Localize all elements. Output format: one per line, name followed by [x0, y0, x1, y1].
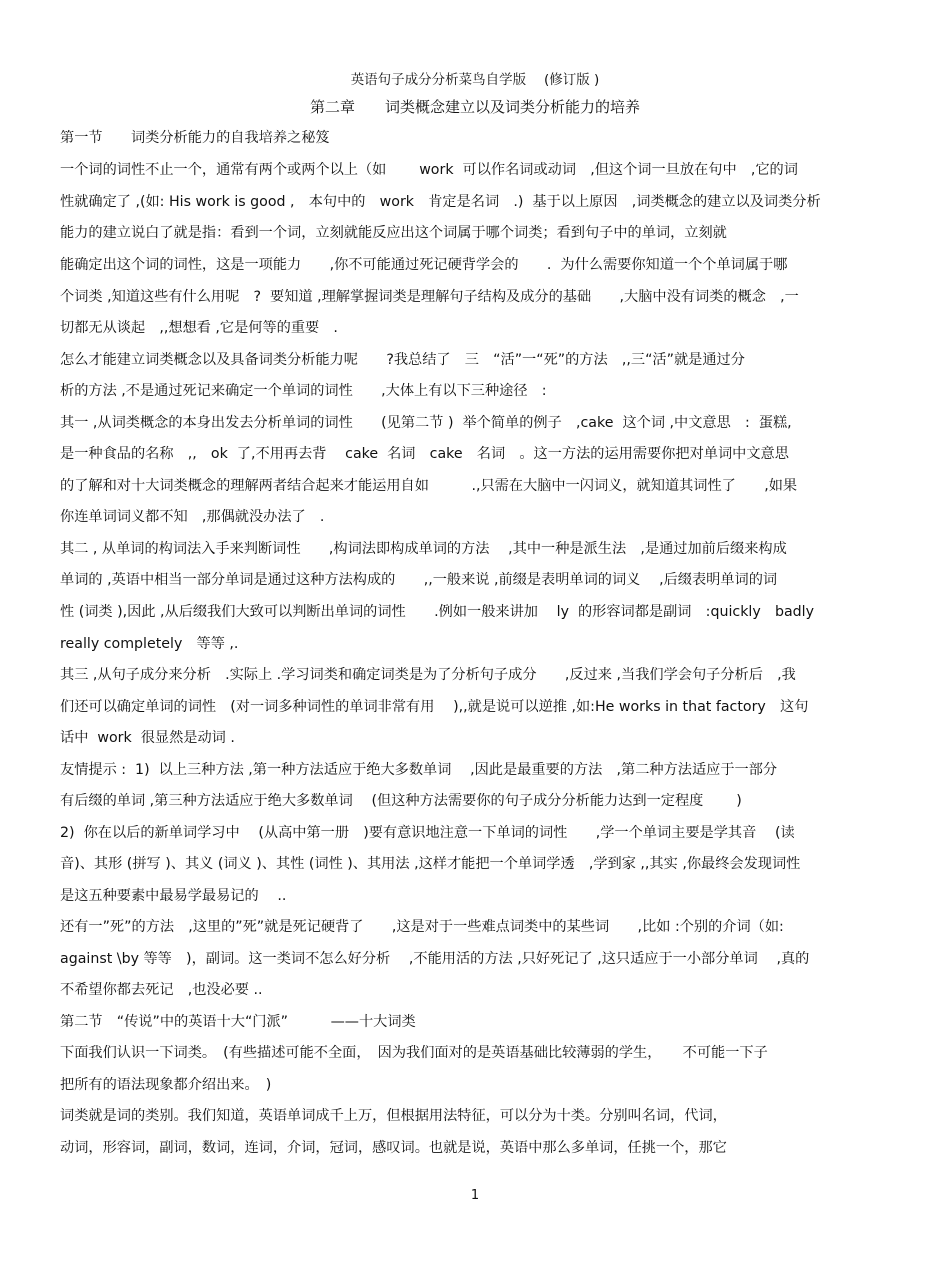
paragraph-line: 话中 work 很显然是动词 .	[60, 730, 235, 746]
section-heading: 第一节 词类分析能力的自我培养之秘笈	[60, 130, 330, 146]
paragraph-line: 你连单词词义都不知 ,那偶就没办法了 .	[60, 509, 325, 525]
page-number: 1	[470, 1188, 480, 1203]
paragraph-line: 不希望你都去死记 ,也没必要 ..	[60, 982, 263, 998]
paragraph-line: 把所有的语法现象都介绍出来。 )	[60, 1077, 272, 1093]
paragraph-line: against \by 等等 )，副词。这一类词不怎么好分析 ,不能用活的方法 ,只好死记了 ,这只适应于一小部分单词 ,真的	[60, 951, 810, 967]
paragraph-line: 动词，形容词，副词，数词，连词，介词，冠词，感叹词。也就是说，英语中那么多单词，任挑一个，那它	[60, 1140, 727, 1156]
paragraph-line: 是这五种要素中最易学最易记的 ..	[60, 888, 287, 904]
paragraph-line: 有后缀的单词 ,第三种方法适应于绝大多数单词 (但这种方法需要你的句子成分分析能力达到一定程度 )	[60, 793, 742, 809]
paragraph-line: 们还可以确定单词的词性 (对一词多种词性的单词非常有用 ),,就是说可以逆推 ,如:He works in that factory 这句	[60, 699, 809, 715]
paragraph-line: 一个词的词性不止一个，通常有两个或两个以上（如 work 可以作名词或动词 ,但这个词一旦放在句中 ,它的词	[60, 162, 798, 178]
paragraph-line: 2) 你在以后的新单词学习中 (从高中第一册 )要有意识地注意一下单词的词性 ,学一个单词主要是学其音 (读	[60, 825, 795, 841]
paragraph-line: 音)、其形 (拼写 )、其义 (词义 )、其性 (词性 )、其用法 ,这样才能把一个单词学透 ,学到家 ,,其实 ,你最终会发现词性	[60, 856, 801, 872]
paragraph-line: 词类就是词的类别。我们知道，英语单词成千上万，但根据用法特征，可以分为十类。分别叫名词，代词，	[60, 1108, 727, 1124]
paragraph-line: 其三 ,从句子成分来分析 .实际上 .学习词类和确定词类是为了分析句子成分 ,反过来 ,当我们学会句子分析后 ,我	[60, 667, 796, 683]
paragraph-line: 其一 ,从词类概念的本身出发去分析单词的词性 (见第二节 ) 举个简单的例子 ,cake 这个词 ,中文意思 : 蛋糕,	[60, 415, 792, 431]
paragraph-line: 性就确定了 ,(如: His work is good , 本句中的 work 肯定是名词 .) 基于以上原因 ,词类概念的建立以及词类分析	[60, 194, 821, 210]
paragraph-line: 还有一”死”的方法 ,这里的”死”就是死记硬背了 ,这是对于一些难点词类中的某些词 ,比如 :个别的介词（如:	[60, 919, 784, 935]
paragraph-line: 单词的 ,英语中相当一部分单词是通过这种方法构成的 ,,一般来说 ,前缀是表明单词的词义 ,后缀表明单词的词	[60, 572, 778, 588]
document-title: 英语句子成分分析菜鸟自学版 (修订版 )	[350, 72, 600, 88]
paragraph-line: 析的方法 ,不是通过死记来确定一个单词的词性 ,大体上有以下三种途径 :	[60, 383, 547, 399]
paragraph-line: 切都无从谈起 ,,想想看 ,它是何等的重要 .	[60, 320, 338, 336]
paragraph-line: 下面我们认识一下词类。 (有些描述可能不全面， 因为我们面对的是英语基础比较薄弱的学生， 不可能一下子	[60, 1045, 768, 1061]
paragraph-line: really completely 等等 ,.	[60, 636, 239, 652]
paragraph-line: 能力的建立说白了就是指：看到一个词，立刻就能反应出这个词属于哪个词类；看到句子中的单词，立刻就	[60, 225, 727, 241]
paragraph-line: 友情提示 : 1) 以上三种方法 ,第一种方法适应于绝大多数单词 ,因此是最重要的方法 ,第二种方法适应于一部分	[60, 762, 778, 778]
paragraph-line: 的了解和对十大词类概念的理解两者结合起来才能运用自如 .,只需在大脑中一闪词义，就知道其词性了 ,如果	[60, 478, 798, 494]
paragraph-line: 性 (词类 ),因此 ,从后缀我们大致可以判断出单词的词性 .例如一般来讲加 ly 的形容词都是副词 :quickly badly	[60, 604, 814, 620]
paragraph-line: 能确定出这个词的词性，这是一项能力 ,你不可能通过死记硬背学会的 . 为什么需要你知道一个个单词属于哪	[60, 257, 788, 273]
paragraph-line: 个词类 ,知道这些有什么用呢 ? 要知道 ,理解掌握词类是理解句子结构及成分的基础 ,大脑中没有词类的概念 ,一	[60, 289, 799, 305]
paragraph-line: 怎么才能建立词类概念以及具备词类分析能力呢 ?我总结了 三 “活”一“死”的方法 ,,三“活”就是通过分	[60, 352, 745, 368]
section-heading: 第二节 “传说”中的英语十大“门派” ——十大词类	[60, 1014, 416, 1030]
paragraph-line: 其二 , 从单词的构词法入手来判断词性 ,构词法即构成单词的方法 ,其中一种是派生法 ,是通过加前后缀来构成	[60, 541, 787, 557]
chapter-heading: 第二章 词类概念建立以及词类分析能力的培养	[309, 98, 640, 116]
paragraph-line: 是一种食品的名称 ,, ok 了,不用再去背 cake 名词 cake 名词 。这一方法的运用需要你把对单词中文意思	[60, 446, 789, 462]
